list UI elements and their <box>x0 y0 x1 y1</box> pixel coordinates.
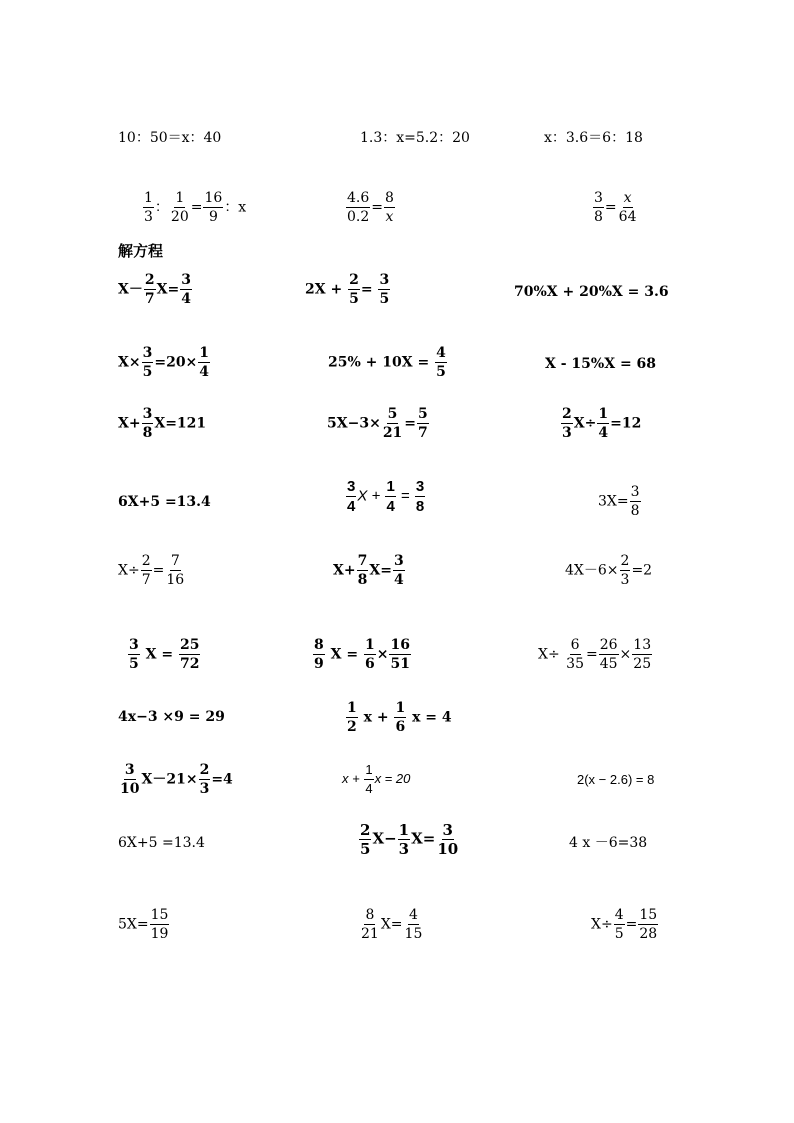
equation-r9c2: $\frac{2}{5}$ X− $\frac{1}{3}$ X= $\frac{3}{10}$ <box>360 821 459 858</box>
equation-r10c2: $\frac{8}{21}$ X= $\frac{4}{15}$ <box>361 907 423 942</box>
equation-r4c1: 6X+5 =13.4 <box>118 494 211 510</box>
equation-r3c3: $\frac{2}{3}$ X÷ $\frac{1}{4}$ =12 <box>562 406 642 441</box>
equation-r6c2: $\frac{8}{9}$ X = $\frac{1}{6}$ × $\frac{16}{51}$ <box>314 637 410 672</box>
equation-r2c2: 25% + 10X = $\frac{4}{5}$ <box>328 345 446 380</box>
equation-r10c3: X÷ $\frac{4}{5}$ = $\frac{15}{28}$ <box>591 907 658 942</box>
equation-r10c1: 5X= $\frac{15}{19}$ <box>118 907 169 942</box>
equation-r5c2: X+ $\frac{7}{8}$ X= $\frac{3}{4}$ <box>333 553 404 588</box>
equation-r9c3: 4 x －6=38 <box>569 835 648 851</box>
equation-r3c2: 5X−3× $\frac{5}{21}$ = $\frac{5}{7}$ <box>327 406 428 441</box>
proportion-5: $\frac{4.6}{0.2}$ = $\frac{8}{x}$ <box>347 190 394 225</box>
proportion-2: 1.3：x=5.2：20 <box>360 130 470 146</box>
proportion-4: $\frac{1}{3}$ ： $\frac{1}{20}$ = $\frac{16}{9}$ ：x <box>144 190 247 225</box>
proportion-1: 10：50＝x：40 <box>118 130 222 146</box>
equation-r2c1: X× $\frac{3}{5}$ =20× $\frac{1}{4}$ <box>118 345 210 380</box>
equation-r8c1: $\frac{3}{10}$ X－21× $\frac{2}{3}$ =4 <box>120 762 233 797</box>
equation-r3c1: X+ $\frac{3}{8}$ X=121 <box>118 406 207 441</box>
equation-r7c1: 4x−3 ×9 = 29 <box>118 709 225 725</box>
equation-r2c3: X - 15%X = 68 <box>545 356 657 372</box>
equation-r8c2: x + $\frac{1}{4}$ x = 20 <box>342 762 411 796</box>
equation-r9c1: 6X+5 =13.4 <box>118 835 205 851</box>
equation-r6c3: X÷ $\frac{6}{35}$ = $\frac{26}{45}$ × $\frac{13}{25}$ <box>538 637 652 672</box>
proportion-6: $\frac{3}{8}$ = $\frac{x}{64}$ <box>594 190 637 225</box>
equation-r4c2: $\frac{3}{4}$ X + $\frac{1}{4}$ = $\frac{3}{8}$ <box>347 478 425 515</box>
equation-r5c3: 4X－6× $\frac{2}{3}$ =2 <box>565 553 653 588</box>
equation-r1c1: X－ $\frac{2}{7}$ X= $\frac{3}{4}$ <box>118 272 191 307</box>
proportion-3: x：3.6＝6：18 <box>544 130 643 146</box>
equation-r7c2: $\frac{1}{2}$ x + $\frac{1}{6}$ x = 4 <box>347 700 452 735</box>
equation-r1c2: 2X + $\frac{2}{5}$ = $\frac{3}{5}$ <box>305 272 390 307</box>
equation-r8c3: 2(x − 2.6) = 8 <box>577 772 655 787</box>
section-heading: 解方程 <box>118 242 164 260</box>
equation-r6c1: $\frac{3}{5}$ X = $\frac{25}{72}$ <box>129 637 200 672</box>
equation-r1c3: 70%X + 20%X = 3.6 <box>514 284 669 300</box>
equation-r4c3: 3X= $\frac{3}{8}$ <box>598 484 640 519</box>
equation-r5c1: X÷ $\frac{2}{7}$ = $\frac{7}{16}$ <box>118 553 185 588</box>
